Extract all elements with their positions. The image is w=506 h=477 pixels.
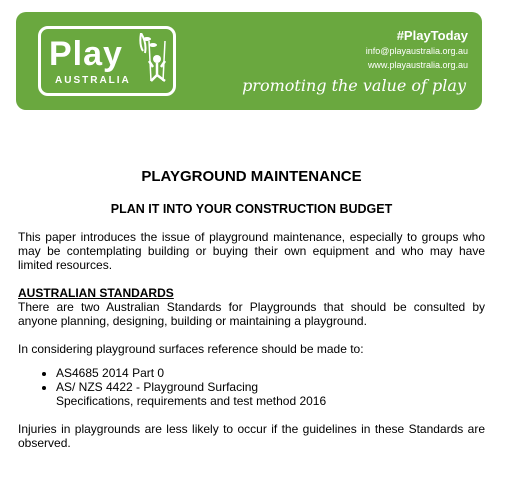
website-link[interactable]: www.playaustralia.org.au (367, 60, 468, 70)
play-australia-logo (38, 26, 176, 96)
standards-list (18, 366, 485, 394)
document-subtitle: PLAN IT INTO YOUR CONSTRUCTION BUDGET (110, 202, 393, 216)
closing-paragraph: Injuries in playgrounds are less likely to occur if the guidelines in these Standards are observed. (18, 422, 485, 450)
hashtag: #PlayToday (396, 28, 468, 43)
contact-block (366, 28, 468, 71)
intro-paragraph: This paper introduces the issue of playground maintenance, especially to groups who may be contemplating building or buying their own equipment and who may have limited resources. (18, 230, 485, 272)
tagline: promoting the value of play (242, 76, 466, 95)
section-heading: AUSTRALIAN STANDARDS (18, 286, 174, 300)
list-item-continuation: Specifications, requirements and test method 2016 (56, 394, 327, 408)
document-body (18, 170, 485, 450)
logo-subtitle: AUSTRALIA (55, 75, 131, 86)
list-item: • AS/ NZS 4422 - Playground Surfacing (56, 380, 485, 394)
document-title: PLAYGROUND MAINTENANCE (141, 168, 362, 185)
standards-paragraph: There are two Australian Standards for Playgrounds that should be consulted by anyone planning, designing, building or maintaining a playground. (18, 300, 485, 328)
list-item: • AS4685 2014 Part 0 (56, 366, 485, 380)
swing-icon (137, 33, 173, 95)
email-link[interactable]: info@playaustralia.org.au (365, 46, 468, 56)
header-banner (16, 12, 482, 110)
logo-word: Play (49, 35, 123, 73)
surfaces-paragraph: In considering playground surfaces reference should be made to: (18, 342, 364, 356)
